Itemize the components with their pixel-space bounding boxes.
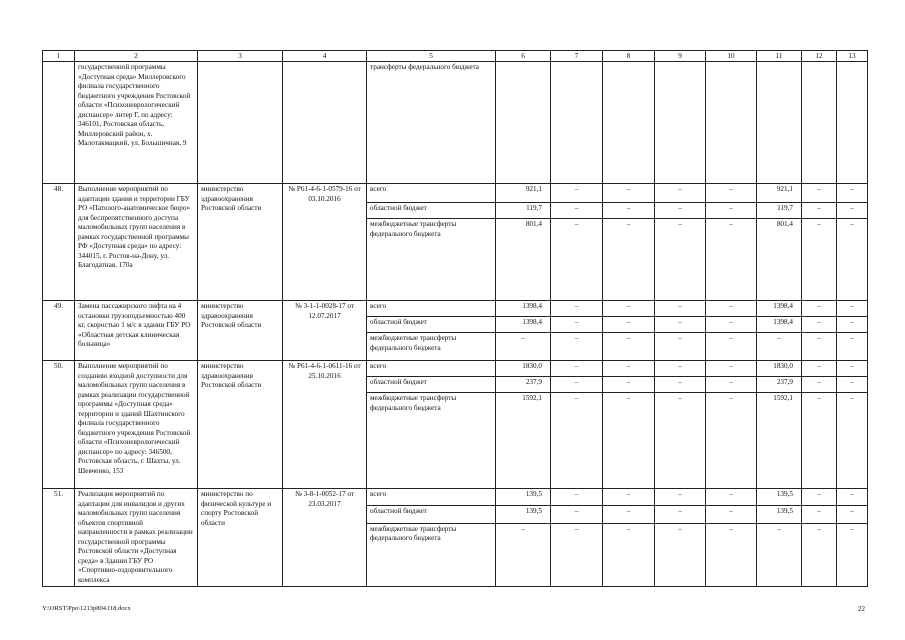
cell-value: 139,5 [757,489,802,506]
cell-value: – [837,184,868,203]
cell-value: – [706,219,757,301]
funding-source: областной бюджет [367,317,496,333]
budget-table [42,50,868,587]
cell-value: – [551,506,603,523]
cell-value: – [837,523,868,586]
cell-value: – [655,333,706,361]
cell-value: 139,5 [757,506,802,523]
file-path: Y:\ORST\Ppo\1213p804.f18.docx [42,605,131,612]
cell-value: – [551,377,603,393]
entry-ministry: министерство здравоохранения Ростовской области [198,361,283,489]
column-number-row [43,51,868,62]
funding-source: всего [367,489,496,506]
continuation-description: государственной программы «Доступная среда» Миллеровского филиала государственного бюджетного учреждения Ростовской области «Психоневрологический диспансер» литер Г, по адресу: 346101, Ростовская область, Миллеровский район, х. Малотакмацкий, ул. Большичная, 9 [75,62,198,184]
cell-value: – [603,506,655,523]
cell-value: – [603,203,655,219]
cell-value: 921,1 [757,184,802,203]
cell-value: – [837,333,868,361]
cell-value: 1830,0 [757,361,802,377]
cell-value: – [837,317,868,333]
cell-value: – [837,219,868,301]
cell-value: 921,1 [496,184,551,203]
cell-value: – [655,523,706,586]
funding-source: областной бюджет [367,203,496,219]
cell-value: – [551,184,603,203]
cell-value: – [603,317,655,333]
cell-value: – [655,317,706,333]
cell-value: – [706,361,757,377]
cell-value: – [655,489,706,506]
cell-value: 119,7 [757,203,802,219]
cell-value: – [706,301,757,317]
entry-description: Реализация мероприятий по адаптации для инвалидов и других маломобильных групп населения объектов спортивной направленности в рамках реализации государственной программы Ростовской области «Доступная среда» в Здании ГБУ РО «Спортивно-оздоровительного комплекса [75,489,198,587]
cell-value: 1398,4 [496,301,551,317]
col-header: 5 [367,51,496,62]
table-row [43,361,868,377]
entry-ministry: министерство здравоохранения Ростовской области [198,184,283,301]
cell-value: 119,7 [496,203,551,219]
cell-value: – [837,489,868,506]
cell-value: – [551,301,603,317]
cell-value: – [655,301,706,317]
cell-value: – [551,333,603,361]
entry-document: № Р61-4-6-1-0579-16 от 03.10.2016 [283,184,367,301]
col-header: 2 [75,51,198,62]
cell-value: – [706,523,757,586]
col-header: 7 [551,51,603,62]
cell-value: – [706,333,757,361]
table-row [43,184,868,203]
entry-document: № Р61-4-6-1-0611-16 от 25.10.2016 [283,361,367,489]
funding-source: межбюджетные трансферты федерального бюджета [367,523,496,586]
entry-number: 48. [43,184,75,301]
table-row [43,489,868,506]
cell-value: 1592,1 [496,393,551,489]
cell-value: 801,4 [496,219,551,301]
cell-value: 1398,4 [757,317,802,333]
col-header: 8 [603,51,655,62]
cell-value: – [802,184,837,203]
entry-description: Замена пассажирского лифта на 4 остановки грузоподъемностью 400 кг, скоростью 1 м/с в здании ГБУ РО «Областная детская клиническая больница» [75,301,198,361]
cell-value: – [603,219,655,301]
cell-value: – [706,184,757,203]
cell-value: – [802,393,837,489]
cell-value: – [802,203,837,219]
entry-number: 49. [43,301,75,361]
cell-value: – [757,523,802,586]
cell-value: – [802,506,837,523]
cell-value: – [837,393,868,489]
cell-value: – [551,219,603,301]
cell-value: 139,5 [496,506,551,523]
col-header: 13 [837,51,868,62]
funding-source: всего [367,184,496,203]
cell-value: – [551,203,603,219]
cell-value: – [802,377,837,393]
cell-value: – [837,506,868,523]
cell-value: – [551,489,603,506]
cell-value: – [837,203,868,219]
col-header: 11 [757,51,802,62]
cell-value: 237,9 [757,377,802,393]
cell-value: – [802,219,837,301]
entry-description: Выполнение мероприятий по созданию входной доступности для маломобильных групп населения в рамках реализации государственной программы «Доступная среда» территории и зданий Шахтинского филиала государственного бюджетного учреждения Ростовской области «Психоневрологический диспансер» по адресу: 346500, Ростовская область, г. Шахты, ул. Шевченко, 153 [75,361,198,489]
cell-value: – [496,333,551,361]
col-header: 1 [43,51,75,62]
funding-source: областной бюджет [367,506,496,523]
cell-value: – [655,219,706,301]
funding-source: межбюджетные трансферты федерального бюджета [367,333,496,361]
cell-value: 1398,4 [757,301,802,317]
page-number: 22 [858,605,865,613]
col-header: 10 [706,51,757,62]
cell-value: – [706,317,757,333]
col-header: 6 [496,51,551,62]
entry-ministry: министерство здравоохранения Ростовской области [198,301,283,361]
cell-value: – [603,333,655,361]
cell-value: 237,9 [496,377,551,393]
cell-value: – [551,393,603,489]
cell-value: – [655,203,706,219]
entry-number: 51. [43,489,75,587]
funding-source: всего [367,361,496,377]
cell-value: – [802,361,837,377]
cell-value: – [603,301,655,317]
cell-value: – [706,393,757,489]
cell-value: – [603,523,655,586]
cell-value: – [802,523,837,586]
cell-value: 1398,4 [496,317,551,333]
col-header: 9 [655,51,706,62]
continuation-row [43,62,868,184]
cell-value: – [837,301,868,317]
cell-value: – [655,506,706,523]
entry-document: № 3-8-1-0052-17 от 23.03.2017 [283,489,367,587]
cell-value: – [603,184,655,203]
col-header: 12 [802,51,837,62]
cell-value: – [837,377,868,393]
cell-value: – [706,377,757,393]
funding-source: межбюджетные трансферты федерального бюджета [367,393,496,489]
col-header: 3 [198,51,283,62]
cell-value: – [802,333,837,361]
cell-value: 801,4 [757,219,802,301]
cell-value: – [603,377,655,393]
cell-value: 139,5 [496,489,551,506]
cell-value: – [603,361,655,377]
cell-value: – [603,393,655,489]
funding-source: областной бюджет [367,377,496,393]
cell-value: 1592,1 [757,393,802,489]
cell-value: – [551,361,603,377]
cell-value: – [496,523,551,586]
cell-value: – [837,361,868,377]
cell-value: – [655,393,706,489]
funding-source: межбюджетные трансферты федерального бюджета [367,219,496,301]
entry-description: Выполнение мероприятий по адаптации здания и территории ГБУ РО «Патолого-анатомическое бюро» для беспрепятственного доступа маломобильных групп населения в рамках государственной программы РФ «Доступная среда» по адресу: 344015, г. Ростов-на-Дону, ул. Благодатная, 170а [75,184,198,301]
cell-value: – [706,203,757,219]
entry-ministry: министерство по физической культуре и спорту Ростовской области [198,489,283,587]
cell-value: – [706,489,757,506]
cell-value: – [655,361,706,377]
cell-value: – [551,523,603,586]
entry-number: 50. [43,361,75,489]
entry-document: № 3-1-1-0028-17 от 12.07.2017 [283,301,367,361]
cell-value: – [603,489,655,506]
cell-value: – [802,301,837,317]
cell-value: 1830,0 [496,361,551,377]
cell-value: – [757,333,802,361]
col-header: 4 [283,51,367,62]
continuation-source: трансферты федерального бюджета [367,62,496,184]
cell-value: – [655,377,706,393]
cell-value: – [551,317,603,333]
cell-value: – [706,506,757,523]
cell-value: – [802,317,837,333]
cell-value: – [655,184,706,203]
cell-value: – [802,489,837,506]
funding-source: всего [367,301,496,317]
table-row [43,301,868,317]
